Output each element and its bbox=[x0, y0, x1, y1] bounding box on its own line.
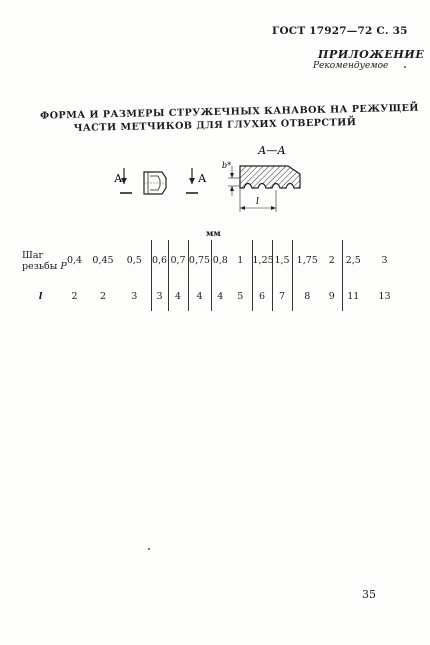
recommended-label: Рекомендуемое bbox=[313, 61, 389, 71]
page-header: ГОСТ 17927—72 С. 35 bbox=[272, 25, 408, 37]
length-cell: 7 bbox=[272, 281, 292, 311]
section-arrow-left bbox=[114, 168, 132, 193]
pitch-cell: 0,8 bbox=[211, 240, 229, 281]
section-arrow-right bbox=[186, 168, 207, 193]
length-cell: 11 bbox=[342, 281, 364, 311]
section-label: А—А bbox=[258, 144, 286, 157]
pitch-cell: 1,5 bbox=[272, 240, 292, 281]
length-cell: 3 bbox=[151, 281, 168, 311]
length-cell: 2 bbox=[71, 290, 78, 302]
pitch-cell: 1 bbox=[237, 255, 244, 266]
pitch-cell: 0,5 bbox=[126, 255, 142, 266]
dimension-b bbox=[222, 161, 240, 196]
pitch-cell: 0,6 bbox=[151, 240, 168, 281]
length-cell: 6 bbox=[252, 281, 272, 311]
page-number: 35 bbox=[362, 588, 376, 601]
speck bbox=[148, 548, 150, 550]
pitch-cell: 0,45 bbox=[92, 255, 114, 266]
length-cell: 9 bbox=[328, 290, 335, 302]
units-label: мм bbox=[206, 229, 221, 239]
pitch-cell: 0,4 bbox=[66, 255, 83, 266]
groove-dimensions-table bbox=[20, 240, 405, 311]
pitch-cell: 1,25 bbox=[252, 240, 272, 281]
title-line-1: ФОРМА И РАЗМЕРЫ СТРУЖЕЧНЫХ КАНАВОК НА РЕЖУЩЕЙ bbox=[39, 102, 420, 122]
pitch-cell: 0,7 bbox=[168, 240, 188, 281]
pitch-cell: 0,75 bbox=[188, 240, 211, 281]
arrow-label-right: А bbox=[198, 172, 207, 185]
length-cell: 2 bbox=[99, 290, 107, 302]
dim-label-b: b* bbox=[222, 161, 232, 170]
speck bbox=[404, 66, 406, 68]
length-cell: 8 bbox=[292, 281, 322, 311]
length-cell: 13 bbox=[378, 290, 391, 302]
pitch-header-line2: резьбы bbox=[22, 260, 58, 272]
pitch-header-line1: Шаг bbox=[22, 249, 44, 261]
length-cell: 3 bbox=[131, 290, 138, 302]
pitch-header-cell bbox=[20, 240, 67, 281]
tap-groove-drawing bbox=[110, 138, 310, 216]
length-cell: 5 bbox=[237, 290, 244, 302]
table-row-pitch bbox=[20, 240, 405, 281]
length-cell: 4 bbox=[211, 281, 229, 311]
appendix-label: ПРИЛОЖЕНИЕ bbox=[318, 48, 425, 61]
table-row-length bbox=[20, 281, 405, 311]
pitch-cell: 1,75 bbox=[292, 240, 322, 281]
pitch-cell: 2,5 bbox=[342, 240, 364, 281]
title-line-2: ЧАСТИ МЕТЧИКОВ ДЛЯ ГЛУХИХ ОТВЕРСТИЙ bbox=[73, 117, 357, 134]
arrow-label-left: А bbox=[114, 172, 123, 185]
pitch-cell: 2 bbox=[328, 255, 335, 266]
length-cell: 4 bbox=[168, 281, 188, 311]
pitch-cell: 3 bbox=[381, 255, 388, 266]
dimension-l bbox=[240, 188, 276, 212]
length-cell: 4 bbox=[188, 281, 211, 311]
length-header-cell: l bbox=[38, 290, 43, 302]
pitch-header-symbol: P bbox=[60, 260, 67, 272]
dim-label-l: l bbox=[256, 197, 259, 207]
groove-section bbox=[240, 166, 300, 188]
tap-end-view bbox=[144, 172, 166, 194]
